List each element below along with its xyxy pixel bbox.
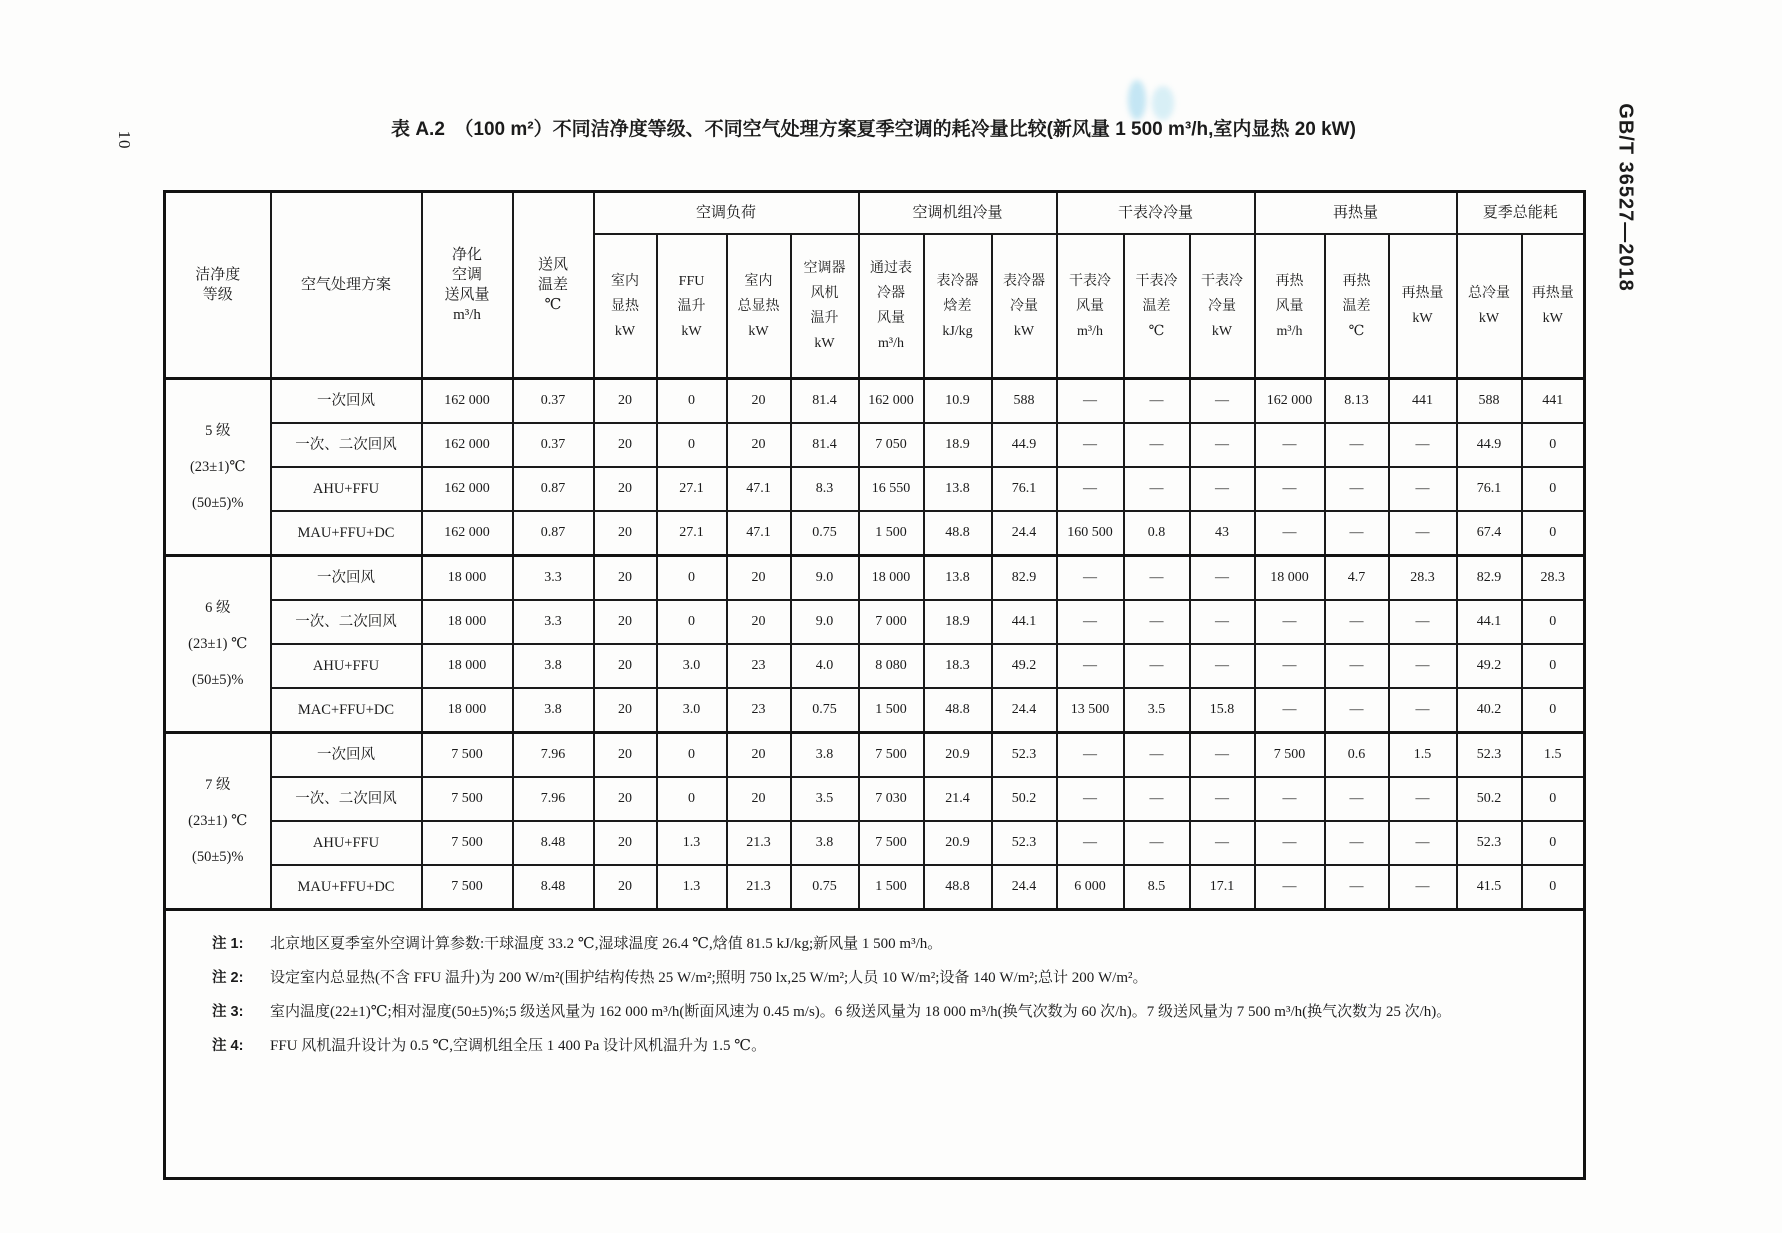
value-cell: 3.8: [513, 644, 594, 688]
scheme-cell: MAU+FFU+DC: [271, 511, 422, 556]
notes-cell: [165, 910, 1585, 1179]
value-cell: 18 000: [422, 600, 513, 644]
value-cell: 20: [594, 644, 657, 688]
value-cell: 7.96: [513, 777, 594, 821]
value-cell: 20: [594, 865, 657, 910]
value-cell: 48.8: [924, 688, 992, 733]
value-cell: 0.6: [1325, 733, 1389, 778]
value-cell: 3.5: [1124, 688, 1190, 733]
table-row: [165, 379, 1585, 424]
value-cell: 162 000: [1255, 379, 1325, 424]
value-cell: 44.1: [992, 600, 1057, 644]
table-row: [165, 644, 1585, 688]
value-cell: 10.9: [924, 379, 992, 424]
value-cell: 7 500: [859, 733, 924, 778]
value-cell: 1.5: [1389, 733, 1457, 778]
header-dry-coil-air-volume: 干表冷 风量 m³/h: [1057, 234, 1124, 379]
scheme-cell: 一次回风: [271, 556, 422, 601]
header-total-reheat: 再热量 kW: [1522, 234, 1585, 379]
value-cell: 3.5: [791, 777, 859, 821]
value-cell: —: [1190, 467, 1255, 511]
value-cell: 13.8: [924, 467, 992, 511]
value-cell: —: [1255, 467, 1325, 511]
value-cell: 18.9: [924, 423, 992, 467]
scheme-cell: AHU+FFU: [271, 644, 422, 688]
table-head: [165, 192, 1585, 379]
value-cell: 441: [1522, 379, 1585, 424]
value-cell: 21.4: [924, 777, 992, 821]
value-cell: 7 000: [859, 600, 924, 644]
value-cell: —: [1057, 821, 1124, 865]
value-cell: 0: [657, 423, 727, 467]
value-cell: 8 080: [859, 644, 924, 688]
value-cell: 1.5: [1522, 733, 1585, 778]
scheme-cell: AHU+FFU: [271, 821, 422, 865]
scheme-cell: 一次、二次回风: [271, 777, 422, 821]
value-cell: —: [1057, 556, 1124, 601]
value-cell: 0.87: [513, 467, 594, 511]
value-cell: 20: [727, 777, 791, 821]
value-cell: 18.9: [924, 600, 992, 644]
value-cell: 7 030: [859, 777, 924, 821]
header-ffu-temp-rise: FFU 温升 kW: [657, 234, 727, 379]
value-cell: 0: [1522, 865, 1585, 910]
scheme-cell: 一次回风: [271, 733, 422, 778]
value-cell: 0: [1522, 644, 1585, 688]
scheme-cell: MAU+FFU+DC: [271, 865, 422, 910]
value-cell: 18.3: [924, 644, 992, 688]
table-body: [165, 379, 1585, 910]
value-cell: —: [1325, 600, 1389, 644]
header-total-cooling: 总冷量 kW: [1457, 234, 1522, 379]
value-cell: —: [1389, 821, 1457, 865]
value-cell: —: [1325, 644, 1389, 688]
value-cell: 0: [1522, 600, 1585, 644]
value-cell: 3.0: [657, 644, 727, 688]
header-ac-fan-temp-rise: 空调器 风机 温升 kW: [791, 234, 859, 379]
value-cell: 20: [594, 733, 657, 778]
value-cell: 20: [727, 600, 791, 644]
value-cell: 52.3: [1457, 821, 1522, 865]
header-group-dry-coil-cooling: 干表冷冷量: [1057, 192, 1255, 235]
value-cell: 81.4: [791, 379, 859, 424]
table-row: [165, 423, 1585, 467]
value-cell: 162 000: [422, 379, 513, 424]
value-cell: —: [1325, 467, 1389, 511]
value-cell: 7 500: [422, 865, 513, 910]
header-coil-cooling-capacity: 表冷器 冷量 kW: [992, 234, 1057, 379]
value-cell: 0: [1522, 423, 1585, 467]
value-cell: 0: [1522, 777, 1585, 821]
value-cell: 13.8: [924, 556, 992, 601]
comparison-table: [163, 190, 1586, 1180]
value-cell: 588: [1457, 379, 1522, 424]
value-cell: 41.5: [1457, 865, 1522, 910]
value-cell: —: [1255, 423, 1325, 467]
value-cell: —: [1190, 600, 1255, 644]
header-indoor-sensible-heat: 室内 显热 kW: [594, 234, 657, 379]
header-group-summer-total-energy: 夏季总能耗: [1457, 192, 1585, 235]
value-cell: 0: [657, 777, 727, 821]
value-cell: 0.8: [1124, 511, 1190, 556]
header-dry-coil-cooling-capacity: 干表冷 冷量 kW: [1190, 234, 1255, 379]
value-cell: —: [1325, 423, 1389, 467]
value-cell: 18 000: [422, 556, 513, 601]
value-cell: 18 000: [859, 556, 924, 601]
value-cell: 7 500: [1255, 733, 1325, 778]
scheme-cell: AHU+FFU: [271, 467, 422, 511]
scheme-cell: 一次、二次回风: [271, 600, 422, 644]
value-cell: —: [1057, 467, 1124, 511]
header-group-ahu-cooling: 空调机组冷量: [859, 192, 1057, 235]
value-cell: —: [1255, 600, 1325, 644]
value-cell: 162 000: [422, 467, 513, 511]
value-cell: —: [1057, 600, 1124, 644]
value-cell: —: [1325, 821, 1389, 865]
value-cell: —: [1057, 644, 1124, 688]
value-cell: —: [1255, 865, 1325, 910]
value-cell: 3.8: [791, 821, 859, 865]
table-row: [165, 467, 1585, 511]
value-cell: —: [1255, 644, 1325, 688]
note-3-label: 注 3:: [212, 1004, 244, 1020]
value-cell: 20: [727, 556, 791, 601]
table-row: [165, 556, 1585, 601]
value-cell: 81.4: [791, 423, 859, 467]
value-cell: 20: [594, 467, 657, 511]
value-cell: —: [1325, 865, 1389, 910]
value-cell: 27.1: [657, 467, 727, 511]
value-cell: —: [1389, 688, 1457, 733]
value-cell: 28.3: [1522, 556, 1585, 601]
value-cell: 0: [657, 556, 727, 601]
value-cell: 52.3: [992, 821, 1057, 865]
value-cell: 0: [1522, 821, 1585, 865]
header-reheat-temp-diff: 再热 温差 ℃: [1325, 234, 1389, 379]
value-cell: 49.2: [1457, 644, 1522, 688]
table-row: [165, 777, 1585, 821]
value-cell: 441: [1389, 379, 1457, 424]
value-cell: 82.9: [1457, 556, 1522, 601]
value-cell: —: [1389, 600, 1457, 644]
value-cell: 8.13: [1325, 379, 1389, 424]
value-cell: 23: [727, 688, 791, 733]
value-cell: —: [1190, 423, 1255, 467]
value-cell: 48.8: [924, 511, 992, 556]
value-cell: 20: [594, 777, 657, 821]
value-cell: 0: [657, 733, 727, 778]
value-cell: 47.1: [727, 467, 791, 511]
value-cell: 1 500: [859, 511, 924, 556]
value-cell: 82.9: [992, 556, 1057, 601]
value-cell: 6 000: [1057, 865, 1124, 910]
value-cell: —: [1190, 733, 1255, 778]
value-cell: 9.0: [791, 600, 859, 644]
value-cell: 1.3: [657, 821, 727, 865]
value-cell: 7 500: [422, 733, 513, 778]
value-cell: 20.9: [924, 821, 992, 865]
value-cell: —: [1255, 511, 1325, 556]
note-2: [212, 961, 1565, 995]
value-cell: 20: [727, 733, 791, 778]
value-cell: —: [1190, 821, 1255, 865]
value-cell: —: [1255, 688, 1325, 733]
value-cell: 3.8: [791, 733, 859, 778]
value-cell: —: [1325, 511, 1389, 556]
value-cell: 20: [594, 379, 657, 424]
scheme-cell: 一次回风: [271, 379, 422, 424]
value-cell: 21.3: [727, 865, 791, 910]
value-cell: 49.2: [992, 644, 1057, 688]
value-cell: —: [1124, 379, 1190, 424]
value-cell: 18 000: [1255, 556, 1325, 601]
value-cell: 44.1: [1457, 600, 1522, 644]
value-cell: 3.0: [657, 688, 727, 733]
value-cell: 7 050: [859, 423, 924, 467]
note-2-text: 设定室内总显热(不含 FFU 温升)为 200 W/m²(围护结构传热 25 W/m²;照明 750 lx,25 W/m²;人员 10 W/m²;设备 140 W/m²;总计 200 W/m²。: [270, 970, 1148, 986]
value-cell: 9.0: [791, 556, 859, 601]
value-cell: 52.3: [992, 733, 1057, 778]
value-cell: 0.87: [513, 511, 594, 556]
value-cell: 50.2: [1457, 777, 1522, 821]
value-cell: —: [1124, 733, 1190, 778]
table-notes: [165, 910, 1585, 1179]
value-cell: 20: [594, 821, 657, 865]
value-cell: 0.75: [791, 865, 859, 910]
table-row: [165, 865, 1585, 910]
value-cell: —: [1124, 556, 1190, 601]
value-cell: 44.9: [992, 423, 1057, 467]
note-1-label: 注 1:: [212, 936, 244, 952]
value-cell: 20: [727, 379, 791, 424]
value-cell: —: [1124, 600, 1190, 644]
note-1: [212, 927, 1565, 961]
value-cell: —: [1057, 423, 1124, 467]
value-cell: —: [1057, 777, 1124, 821]
value-cell: 18 000: [422, 644, 513, 688]
value-cell: 67.4: [1457, 511, 1522, 556]
value-cell: 3.3: [513, 556, 594, 601]
value-cell: —: [1255, 821, 1325, 865]
value-cell: —: [1389, 777, 1457, 821]
value-cell: 162 000: [859, 379, 924, 424]
value-cell: 15.8: [1190, 688, 1255, 733]
value-cell: 588: [992, 379, 1057, 424]
value-cell: 52.3: [1457, 733, 1522, 778]
value-cell: 0: [657, 379, 727, 424]
value-cell: 0: [1522, 467, 1585, 511]
value-cell: 23: [727, 644, 791, 688]
cleanliness-level-cell: 5 级 (23±1)℃ (50±5)%: [165, 379, 271, 556]
value-cell: 21.3: [727, 821, 791, 865]
value-cell: 18 000: [422, 688, 513, 733]
value-cell: 0.75: [791, 511, 859, 556]
value-cell: 8.3: [791, 467, 859, 511]
value-cell: 17.1: [1190, 865, 1255, 910]
value-cell: 24.4: [992, 511, 1057, 556]
value-cell: —: [1389, 865, 1457, 910]
value-cell: 44.9: [1457, 423, 1522, 467]
table-row: [165, 511, 1585, 556]
header-coil-air-volume: 通过表 冷器 风量 m³/h: [859, 234, 924, 379]
value-cell: —: [1057, 379, 1124, 424]
value-cell: —: [1325, 777, 1389, 821]
table-row: [165, 733, 1585, 778]
value-cell: 7 500: [859, 821, 924, 865]
value-cell: 20: [594, 511, 657, 556]
value-cell: 0.75: [791, 688, 859, 733]
note-3: [212, 995, 1565, 1029]
value-cell: 4.7: [1325, 556, 1389, 601]
value-cell: 160 500: [1057, 511, 1124, 556]
value-cell: 4.0: [791, 644, 859, 688]
cleanliness-level-cell: 6 级 (23±1) ℃ (50±5)%: [165, 556, 271, 733]
standard-code: GB/T 36527—2018: [1614, 103, 1637, 292]
value-cell: 0.37: [513, 379, 594, 424]
value-cell: 16 550: [859, 467, 924, 511]
note-2-label: 注 2:: [212, 970, 244, 986]
value-cell: —: [1124, 777, 1190, 821]
value-cell: 27.1: [657, 511, 727, 556]
header-dry-coil-temp-diff: 干表冷 温差 ℃: [1124, 234, 1190, 379]
value-cell: —: [1389, 423, 1457, 467]
note-1-text: 北京地区夏季室外空调计算参数:干球温度 33.2 ℃,湿球温度 26.4 ℃,焓值 81.5 kJ/kg;新风量 1 500 m³/h。: [270, 936, 943, 952]
value-cell: —: [1124, 423, 1190, 467]
value-cell: 3.8: [513, 688, 594, 733]
value-cell: 1 500: [859, 688, 924, 733]
value-cell: —: [1190, 777, 1255, 821]
value-cell: 76.1: [1457, 467, 1522, 511]
value-cell: —: [1190, 644, 1255, 688]
header-supply-temp-diff: 送风 温差 ℃: [513, 192, 594, 379]
value-cell: 3.3: [513, 600, 594, 644]
value-cell: —: [1389, 511, 1457, 556]
value-cell: —: [1057, 733, 1124, 778]
value-cell: —: [1124, 821, 1190, 865]
value-cell: —: [1389, 644, 1457, 688]
value-cell: 0: [657, 600, 727, 644]
value-cell: 20: [594, 423, 657, 467]
scheme-cell: 一次、二次回风: [271, 423, 422, 467]
value-cell: 162 000: [422, 511, 513, 556]
value-cell: 24.4: [992, 865, 1057, 910]
value-cell: 8.48: [513, 865, 594, 910]
value-cell: 20: [727, 423, 791, 467]
note-4: [212, 1029, 1565, 1063]
value-cell: 8.48: [513, 821, 594, 865]
value-cell: 28.3: [1389, 556, 1457, 601]
note-4-label: 注 4:: [212, 1038, 244, 1054]
header-indoor-total-sensible-heat: 室内 总显热 kW: [727, 234, 791, 379]
value-cell: —: [1190, 379, 1255, 424]
value-cell: 1.3: [657, 865, 727, 910]
value-cell: 50.2: [992, 777, 1057, 821]
value-cell: 40.2: [1457, 688, 1522, 733]
value-cell: 0: [1522, 688, 1585, 733]
note-3-text: 室内温度(22±1)℃;相对湿度(50±5)%;5 级送风量为 162 000 m³/h(断面风速为 0.45 m/s)。6 级送风量为 18 000 m³/h(换气次数为 60 次/h)。7 级送风量为 7 500 m³/h(换气次数为 25 次/h)。: [270, 1004, 1452, 1020]
note-4-text: FFU 风机温升设计为 0.5 ℃,空调机组全压 1 400 Pa 设计风机温升为 1.5 ℃。: [270, 1038, 767, 1054]
value-cell: 7.96: [513, 733, 594, 778]
table-row: [165, 688, 1585, 733]
page-number: 10: [115, 130, 134, 150]
value-cell: 76.1: [992, 467, 1057, 511]
value-cell: 0: [1522, 511, 1585, 556]
header-air-treatment-scheme: 空气处理方案: [271, 192, 422, 379]
value-cell: —: [1325, 688, 1389, 733]
value-cell: —: [1190, 556, 1255, 601]
scheme-cell: MAC+FFU+DC: [271, 688, 422, 733]
value-cell: 20.9: [924, 733, 992, 778]
value-cell: 43: [1190, 511, 1255, 556]
value-cell: 8.5: [1124, 865, 1190, 910]
value-cell: —: [1389, 467, 1457, 511]
header-cleanliness-level: 洁净度 等级: [165, 192, 271, 379]
header-group-reheat: 再热量: [1255, 192, 1457, 235]
value-cell: 13 500: [1057, 688, 1124, 733]
value-cell: 0.37: [513, 423, 594, 467]
value-cell: 47.1: [727, 511, 791, 556]
value-cell: 7 500: [422, 821, 513, 865]
value-cell: —: [1255, 777, 1325, 821]
value-cell: 20: [594, 556, 657, 601]
header-group-ac-load: 空调负荷: [594, 192, 859, 235]
value-cell: 1 500: [859, 865, 924, 910]
cleanliness-level-cell: 7 级 (23±1) ℃ (50±5)%: [165, 733, 271, 910]
value-cell: 24.4: [992, 688, 1057, 733]
table-row: [165, 821, 1585, 865]
page-title: 表 A.2 （100 m²）不同洁净度等级、不同空气处理方案夏季空调的耗冷量比较(新风量 1 500 m³/h,室内显热 20 kW): [391, 119, 1356, 140]
header-purified-supply-air-volume: 净化 空调 送风量 m³/h: [422, 192, 513, 379]
value-cell: 162 000: [422, 423, 513, 467]
header-reheat-amount: 再热量 kW: [1389, 234, 1457, 379]
header-coil-enthalpy-diff: 表冷器 焓差 kJ/kg: [924, 234, 992, 379]
value-cell: 20: [594, 600, 657, 644]
value-cell: —: [1124, 644, 1190, 688]
value-cell: —: [1124, 467, 1190, 511]
value-cell: 20: [594, 688, 657, 733]
table-row: [165, 600, 1585, 644]
header-reheat-air-volume: 再热 风量 m³/h: [1255, 234, 1325, 379]
value-cell: 48.8: [924, 865, 992, 910]
value-cell: 7 500: [422, 777, 513, 821]
